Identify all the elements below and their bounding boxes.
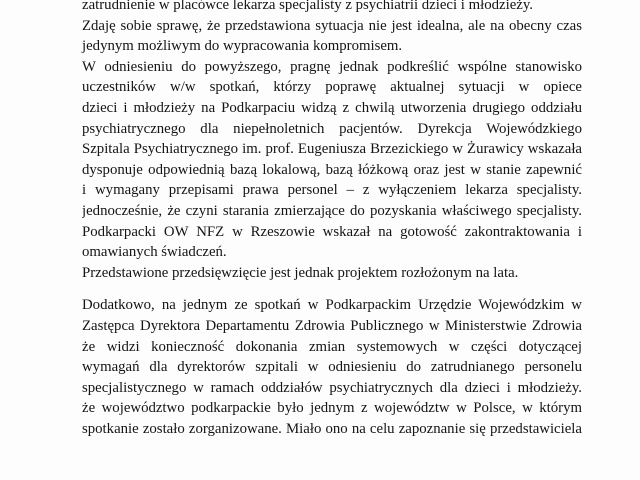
text-line: Dodatkowo, na jednym ze spotkań w Podkarpackim Urzędzie Wojewódzkim w bbox=[82, 297, 582, 314]
text-line: dysponuje odpowiednią bazą lokalową, bazą łóżkową oraz jest w stanie zapewnić bbox=[82, 161, 582, 178]
text-line: jedynym możliwym do wypracowania kompromisem. bbox=[82, 38, 403, 55]
paragraph-gap bbox=[82, 283, 582, 295]
text-line: Zdaję sobie sprawę, że przedstawiona sytuacja nie jest idealna, ale na obecny czas bbox=[82, 17, 582, 34]
text-line: że widzi konieczność dokonania zmian systemowych w części dotyczącej bbox=[82, 338, 582, 355]
text-line: wymagań dla dyrektorów szpitali w odniesieniu do zatrudnianego personelu bbox=[82, 359, 582, 376]
text-line: Szpitala Psychiatrycznego im. prof. Eugeniusza Brzezickiego w Żurawicy wskazała bbox=[82, 141, 582, 158]
text-line: Zastępca Dyrektora Departamentu Zdrowia Publicznego w Ministerstwie Zdrowia bbox=[82, 317, 582, 334]
text-line: dzieci i młodzieży na Podkarpaciu widzą z chwilą utworzenia drugiego oddziału bbox=[82, 99, 582, 116]
text-line: Podkarpacki OW NFZ w Rzeszowie wskazał na gotowość zakontraktowania i bbox=[82, 223, 582, 240]
text-line: że województwo podkarpackie było jednym z województw w Polsce, w którym bbox=[82, 400, 582, 417]
text-line: spotkanie zostało zorganizowane. Miało ono na celu zapoznanie się przedstawiciela bbox=[82, 420, 582, 437]
text-line: omawianych świadczeń. bbox=[82, 244, 227, 261]
text-line: zatrudnienie w placówce lekarza specjalisty z psychiatrii dzieci i młodzieży. bbox=[82, 0, 533, 13]
text-line: W odniesieniu do powyższego, pragnę jednak podkreślić wspólne stanowisko bbox=[82, 58, 582, 75]
text-line: specjalistycznego w ramach oddziałów psychiatrycznych dla dzieci i młodzieży. bbox=[82, 379, 582, 396]
text-line: jednocześnie, że czyni starania zmierzające do pozyskania właściwego specjalisty. bbox=[82, 202, 582, 219]
text-line: psychiatrycznego dla niepełnoletnich pacjentów. Dyrekcja Wojewódzkiego bbox=[82, 120, 582, 137]
document-body-text bbox=[82, 0, 582, 439]
text-line: uczestników w/w spotkań, którzy poprawę aktualnej sytuacji w opiece bbox=[82, 79, 582, 96]
text-line: i wymagany przepisami prawa personel – z wyłączeniem lekarza specjalisty. bbox=[82, 182, 582, 199]
text-line: Przedstawione przedsięwzięcie jest jednak projektem rozłożonym na lata. bbox=[82, 264, 519, 281]
